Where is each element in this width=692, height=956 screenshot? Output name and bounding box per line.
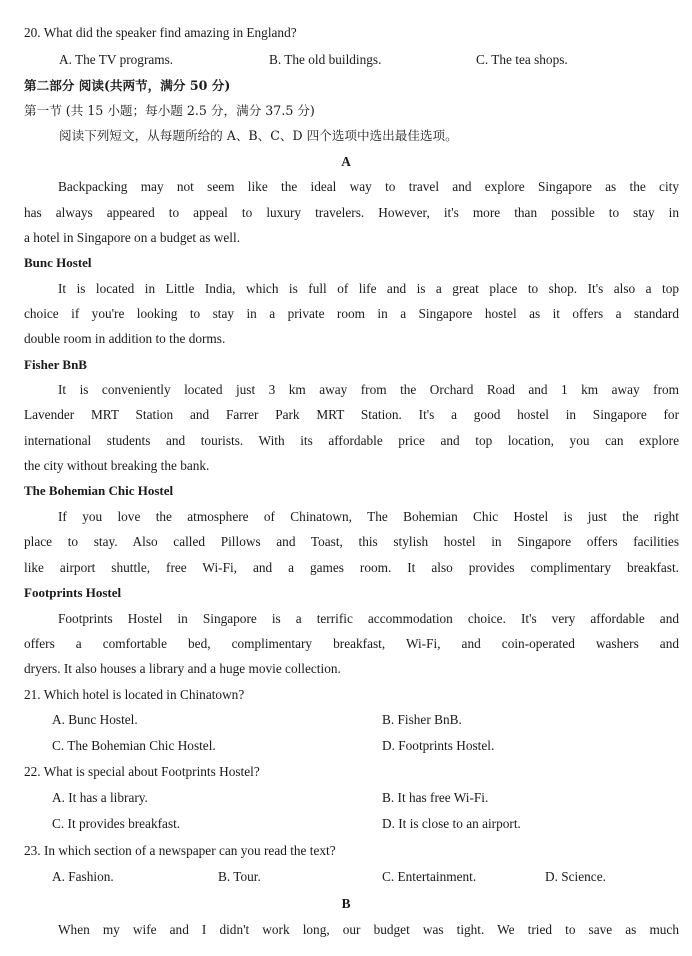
section1-title: 第一节 (共 15 小题；每小题 2.5 分，满分 37.5 分) (24, 103, 315, 118)
q21-stem: 21. Which hotel is located in Chinatown? (24, 687, 245, 702)
hostel-text-line: double room in addition to the dorms. (24, 331, 226, 346)
hostel-text-line: international students and tourists. With its affordable price and top location, you can explore (24, 433, 679, 448)
q22-option-a: A. It has a library. (52, 790, 148, 805)
q23-option-d: D. Science. (545, 869, 606, 884)
q21-option-d: D. Footprints Hostel. (382, 738, 495, 753)
q23-option-c: C. Entertainment. (382, 869, 477, 884)
passage-b-letter: B (341, 896, 351, 911)
q21-option-a: A. Bunc Hostel. (52, 712, 138, 727)
passage-a-letter: A (341, 154, 351, 169)
hostel-heading-bunc: Bunc Hostel (24, 255, 92, 270)
hostel-text-line: Lavender MRT Station and Farrer Park MRT Station. It's a good hostel in Singapore for (24, 407, 679, 422)
hostel-text-line: place to stay. Also called Pillows and Toast, this stylish hostel in Singapore offers facilities (24, 534, 679, 549)
q22-option-d: D. It is close to an airport. (382, 816, 521, 831)
hostel-text-line: It is located in Little India, which is full of life and is a great place to shop. It's also a top (58, 281, 679, 296)
q22-stem: 22. What is special about Footprints Hostel? (24, 764, 260, 779)
hostel-text-line: Footprints Hostel in Singapore is a terrific accommodation choice. It's very affordable and (58, 611, 679, 626)
hostel-heading-bohemian: The Bohemian Chic Hostel (24, 483, 174, 498)
hostel-text-line: the city without breaking the bank. (24, 458, 210, 473)
hostel-heading-fisher: Fisher BnB (24, 357, 87, 372)
part2-title: 第二部分 阅读(共两节，满分 50 分) (24, 78, 231, 93)
reading-instruction: 阅读下列短文，从每题所给的 A、B、C、D 四个选项中选出最佳选项。 (59, 128, 458, 143)
hostel-text-line: like airport shuttle, free Wi-Fi, and a games room. It also provides complimentary breakfast. (24, 560, 679, 575)
hostel-text-line: choice if you're looking to stay in a private room in a Singapore hostel as it offers a standard (24, 306, 679, 321)
hostel-heading-footprints: Footprints Hostel (24, 585, 122, 600)
q22-option-c: C. It provides breakfast. (52, 816, 181, 831)
q20-option-b: B. The old buildings. (269, 52, 382, 67)
hostel-text-line: dryers. It also houses a library and a huge movie collection. (24, 661, 341, 676)
q23-option-a: A. Fashion. (52, 869, 114, 884)
q22-option-b: B. It has free Wi-Fi. (382, 790, 489, 805)
hostel-text-line: If you love the atmosphere of Chinatown, The Bohemian Chic Hostel is just the right (58, 509, 679, 524)
passage-a-intro-line: has always appeared to appeal to luxury travelers. However, it's more than possible to stay in (24, 205, 679, 220)
q20-option-a: A. The TV programs. (59, 52, 174, 67)
passage-a-intro-line: Backpacking may not seem like the ideal way to travel and explore Singapore as the city (58, 179, 679, 194)
passage-b-line: When my wife and I didn't work long, our budget was tight. We tried to save as much (58, 922, 679, 937)
q20-option-c: C. The tea shops. (476, 52, 568, 67)
q23-stem: 23. In which section of a newspaper can you read the text? (24, 843, 336, 858)
hostel-text-line: It is conveniently located just 3 km away from the Orchard Road and 1 km away from (58, 382, 679, 397)
q21-option-c: C. The Bohemian Chic Hostel. (52, 738, 216, 753)
q21-option-b: B. Fisher BnB. (382, 712, 462, 727)
q23-option-b: B. Tour. (218, 869, 261, 884)
hostel-text-line: offers a comfortable bed, complimentary breakfast, Wi-Fi, and coin-operated washers and (24, 636, 679, 651)
q20-stem: 20. What did the speaker find amazing in England? (24, 25, 297, 40)
passage-a-intro-line: a hotel in Singapore on a budget as well. (24, 230, 241, 245)
